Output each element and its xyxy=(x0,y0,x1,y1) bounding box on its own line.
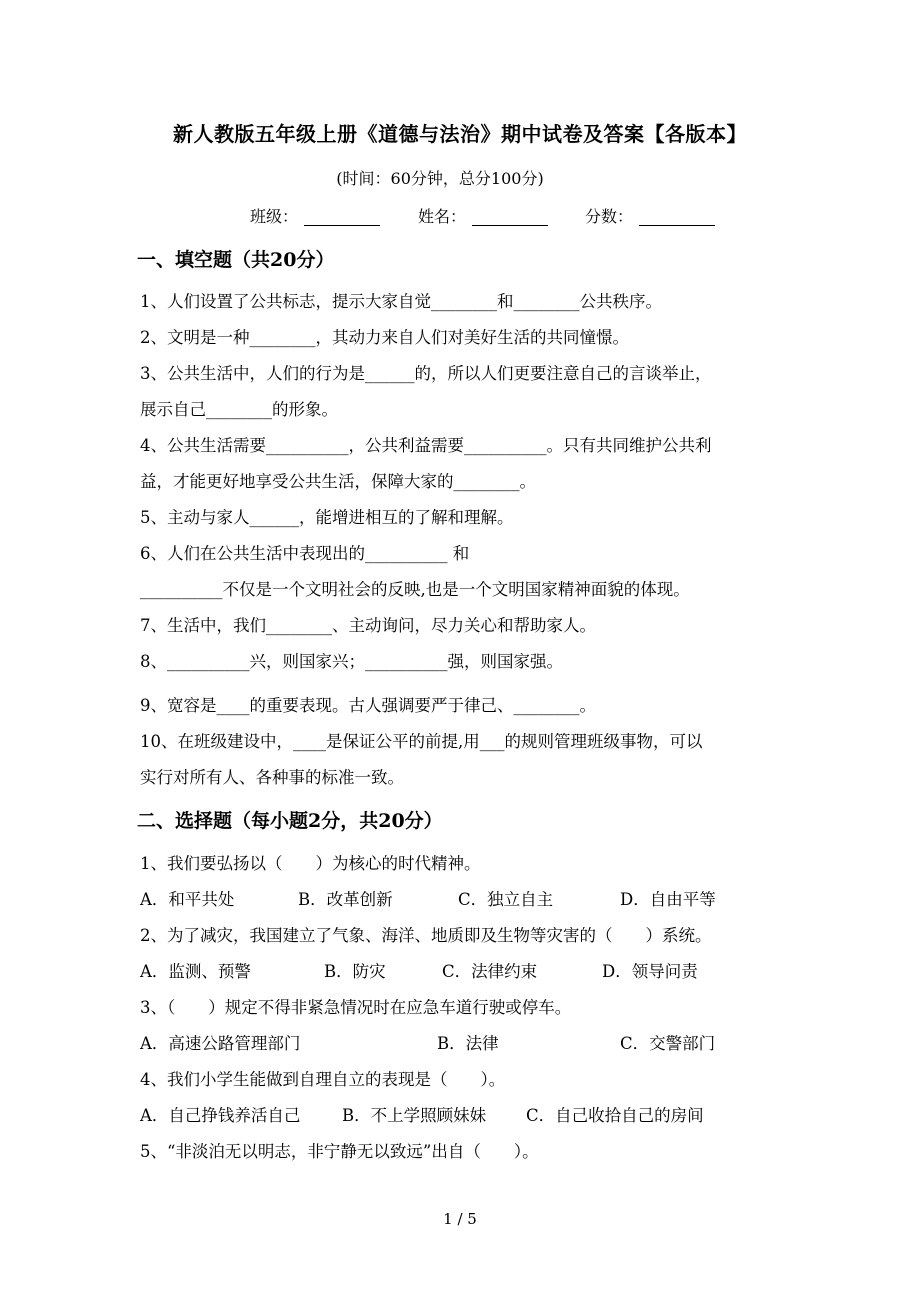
fill-question-10: 10、在班级建设中，____是保证公平的前提,用___的规则管理班级事物，可以 xyxy=(140,732,703,751)
fill-question-8: 8、__________兴，则国家兴；__________强，则国家强。 xyxy=(140,652,563,671)
exam-title: 新人教版五年级上册《道德与法治》期中试卷及答案【各版本】 xyxy=(173,122,747,146)
page-number: 1 / 5 xyxy=(443,1210,477,1228)
score-blank[interactable] xyxy=(639,207,715,226)
fill-question-3-cont: 展示自己________的形象。 xyxy=(140,400,338,419)
q4-option-a[interactable]: A．自己挣钱养活自己 xyxy=(140,1106,301,1125)
q3-option-b[interactable]: B．法律 xyxy=(437,1034,499,1053)
fill-question-1: 1、人们设置了公共标志，提示大家自觉________和________公共秩序。 xyxy=(140,292,662,311)
fill-question-3: 3、公共生活中，人们的行为是______的，所以人们更要注意自己的言谈举止， xyxy=(140,364,712,383)
q2-option-a[interactable]: A．监测、预警 xyxy=(140,962,251,981)
section-fill-in-heading: 一、填空题（共20分） xyxy=(137,249,335,271)
name-label: 姓名： xyxy=(418,207,467,226)
q4-option-c[interactable]: C．自己收拾自己的房间 xyxy=(526,1106,704,1125)
fill-question-6-cont: __________不仅是一个文明社会的反映,也是一个文明国家精神面貌的体现。 xyxy=(140,580,690,599)
score-field xyxy=(585,204,715,227)
fill-question-4-cont: 益，才能更好地享受公共生活，保障大家的________。 xyxy=(140,472,536,491)
class-field xyxy=(250,204,380,227)
q2-option-b[interactable]: B．防灾 xyxy=(324,962,386,981)
fill-question-6: 6、人们在公共生活中表现出的__________ 和 xyxy=(140,544,470,563)
q3-option-a[interactable]: A．高速公路管理部门 xyxy=(140,1034,301,1053)
section-choice-heading: 二、选择题（每小题2分，共20分） xyxy=(137,810,443,832)
name-field xyxy=(418,204,548,227)
choice-question-4: 4、我们小学生能做到自理自立的表现是（ ）。 xyxy=(140,1070,506,1089)
name-blank[interactable] xyxy=(472,207,548,226)
fill-question-2: 2、文明是一种________，其动力来自人们对美好生活的共同憧憬。 xyxy=(140,328,629,347)
q2-option-d[interactable]: D．领导问责 xyxy=(602,962,698,981)
fill-question-7: 7、生活中，我们________、主动询问，尽力关心和帮助家人。 xyxy=(140,616,596,635)
q1-option-b[interactable]: B．改革创新 xyxy=(298,890,393,909)
choice-question-5: 5、“非淡泊无以明志，非宁静无以致远”出自（ ）。 xyxy=(140,1142,539,1161)
fill-question-5: 5、主动与家人______，能增进相互的了解和理解。 xyxy=(140,508,514,527)
q1-option-d[interactable]: D．自由平等 xyxy=(620,890,716,909)
choice-question-2: 2、为了减灾，我国建立了气象、海洋、地质即及生物等灾害的（ ）系统。 xyxy=(140,926,712,945)
q2-option-c[interactable]: C．法律约束 xyxy=(442,962,538,981)
q1-option-c[interactable]: C．独立自主 xyxy=(458,890,554,909)
q3-option-c[interactable]: C．交警部门 xyxy=(620,1034,716,1053)
fill-question-9: 9、宽容是____的重要表现。古人强调要严于律己、________。 xyxy=(140,696,596,715)
class-label: 班级： xyxy=(250,207,299,226)
q1-option-a[interactable]: A．和平共处 xyxy=(140,890,235,909)
fill-question-10-cont: 实行对所有人、各种事的标准一致。 xyxy=(140,768,404,787)
choice-question-1: 1、我们要弘扬以（ ）为核心的时代精神。 xyxy=(140,854,481,873)
choice-question-3: 3、（ ）规定不得非紧急情况时在应急车道行驶或停车。 xyxy=(140,998,572,1017)
score-label: 分数： xyxy=(585,207,634,226)
q4-option-b[interactable]: B．不上学照顾妹妹 xyxy=(342,1106,487,1125)
fill-question-4: 4、公共生活需要__________，公共利益需要__________。只有共同维护公共利 xyxy=(140,436,712,455)
class-blank[interactable] xyxy=(304,207,380,226)
exam-time-info: (时间：60分钟，总分100分) xyxy=(336,169,544,188)
